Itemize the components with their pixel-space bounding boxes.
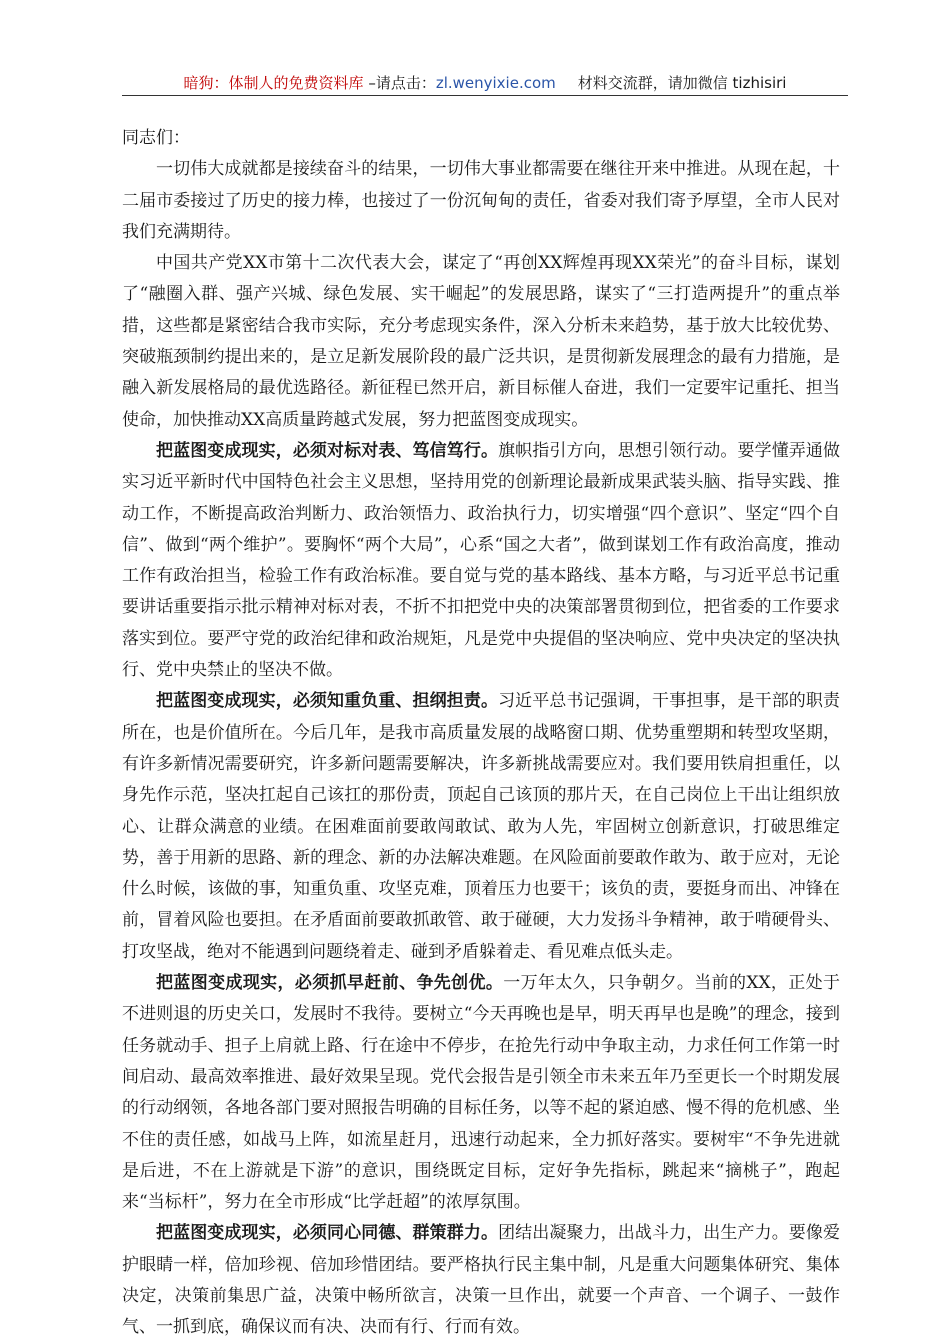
paragraph-text: 一切伟大成就都是接续奋斗的结果，一切伟大事业都需要在继往开来中推进。从现在起，十二届市委接过了历史的接力棒，也接过了一份沉甸甸的责任，省委对我们寄予厚望，全市人民对我们充满期待。 bbox=[122, 159, 840, 242]
salutation: 同志们： bbox=[122, 128, 190, 148]
paragraph-congress bbox=[122, 248, 840, 436]
header-divider bbox=[122, 95, 848, 96]
paragraph-lead: 把蓝图变成现实，必须对标对表、笃信笃行。 bbox=[156, 440, 499, 461]
paragraph-text: 旗帜指引方向，思想引领行动。要学懂弄通做实习近平新时代中国特色社会主义思想，坚持用党的创新理论最新成果武装头脑、指导实践、推动工作，不断提高政治判断力、政治领悟力、政治执行力，切实增强“四个意识”、坚定“四个自信”、做到“两个维护”。要胸怀“两个大局”，心系“国之大者”，做到谋划工作有政治高度，推动工作有政治担当，检验工作有政治标准。要自觉与党的基本路线、基本方略，与习近平总书记重要讲话重要指示批示精神对标对表，不折不扣把党中央的决策部署贯彻到位，把省委的工作要求落实到位。要严守党的政治纪律和政治规矩，凡是党中央提倡的坚决响应、党中央决定的坚决执行、党中央禁止的坚决不做。 bbox=[122, 440, 841, 681]
paragraph-text: 团结出凝聚力，出战斗力，出生产力。要像爱护眼睛一样，倍加珍视、倍加珍惜团结。要严格执行民主集中制，凡是重大问题集体研究、集体决定，决策前集思广益，决策中畅所欲言，决策一旦作出，就要一个声音、一个调子、一鼓作气、一抓到底，确保议而有决、决而有行、行而有效。 bbox=[122, 1223, 841, 1338]
header-brand: 暗狗：体制人的免费资料库 bbox=[183, 74, 364, 92]
document-body bbox=[122, 123, 840, 1344]
paragraph-intro bbox=[122, 154, 840, 248]
paragraph-lead: 把蓝图变成现实，必须知重负重、担纲担责。 bbox=[156, 691, 499, 712]
paragraph-text: 一万年太久，只争朝夕。当前的XX，正处于不进则退的历史关口，发展时不我待。要树立“今天再晚也是早，明天再早也是晚”的理念，接到任务就动手、担子上肩就上路、行在途中不停步，在抢先行动中争取主动，力求任何工作第一时间启动、最高效率推进、最好效果呈现。党代会报告是引领全市未来五年乃至更长一个时期发展的行动纲领，各地各部门要对照报告明确的目标任务，以等不起的紧迫感、慢不得的危机感、坐不住的责任感，如战马上阵，如流星赶月，迅速行动起来，全力抓好落实。要树牢“不争先进就是后进，不在上游就是下游”的意识，围绕既定目标，定好争先指标，跳起来“摘桃子”，跑起来“当标杆”，努力在全市形成“比学赶超”的浓厚氛围。 bbox=[122, 973, 840, 1213]
paragraph-text: 中国共产党XX市第十二次代表大会，谋定了“再创XX辉煌再现XX荣光”的奋斗目标，谋划了“融圈入群、强产兴城、绿色发展、实干崛起”的发展思路，谋实了“三打造两提升”的重点举措，这些都是紧密结合我市实际，充分考虑现实条件，深入分析未来趋势，基于放大比较优势、突破瓶颈制约提出来的，是立足新发展阶段的最广泛共识，是贯彻新发展理念的最有力措施，是融入新发展格局的最优选路径。新征程已然开启，新目标催人奋进，我们一定要牢记重托、担当使命，加快推动XX高质量跨越式发展，努力把蓝图变成现实。 bbox=[122, 253, 840, 430]
paragraph-text: 习近平总书记强调，干事担事，是干部的职责所在，也是价值所在。今后几年，是我市高质量发展的战略窗口期、优势重塑期和转型攻坚期，有许多新情况需要研究，许多新问题需要解决，许多新挑战需要应对。我们要用铁肩担重任，以身先作示范，坚决扛起自己该扛的那份责，顶起自己该顶的那片天，在自己岗位上干出让组织放心、让群众满意的业绩。在困难面前要敢闯敢试、敢为人先，牢固树立创新意识，打破思维定势，善于用新的思路、新的理念、新的办法解决难题。在风险面前要敢作敢为、敢于应对，无论什么时候，该做的事，知重负重、攻坚克难，顶着压力也要干；该负的责，要挺身而出、冲锋在前，冒着风险也要担。在矛盾面前要敢抓敢管、敢于碰硬，大力发扬斗争精神，敢于啃硬骨头、打攻坚战，绝对不能遇到问题绕着走、碰到矛盾躲着走、看见难点低头走。 bbox=[122, 691, 841, 962]
paragraph-unity bbox=[122, 1218, 840, 1343]
page-header bbox=[122, 72, 848, 94]
paragraph-urgency bbox=[122, 968, 840, 1218]
header-group-text: 材料交流群，请加微信 tizhisiri bbox=[577, 74, 787, 92]
paragraph-lead: 把蓝图变成现实，必须抓早赶前、争先创优。 bbox=[156, 973, 504, 994]
paragraph-responsibility bbox=[122, 686, 840, 968]
header-link[interactable]: zl.wenyixie.com bbox=[435, 74, 556, 92]
header-separator: –请点击： bbox=[363, 74, 436, 92]
paragraph-lead: 把蓝图变成现实，必须同心同德、群策群力。 bbox=[156, 1223, 499, 1244]
paragraph-benchmark bbox=[122, 436, 840, 686]
